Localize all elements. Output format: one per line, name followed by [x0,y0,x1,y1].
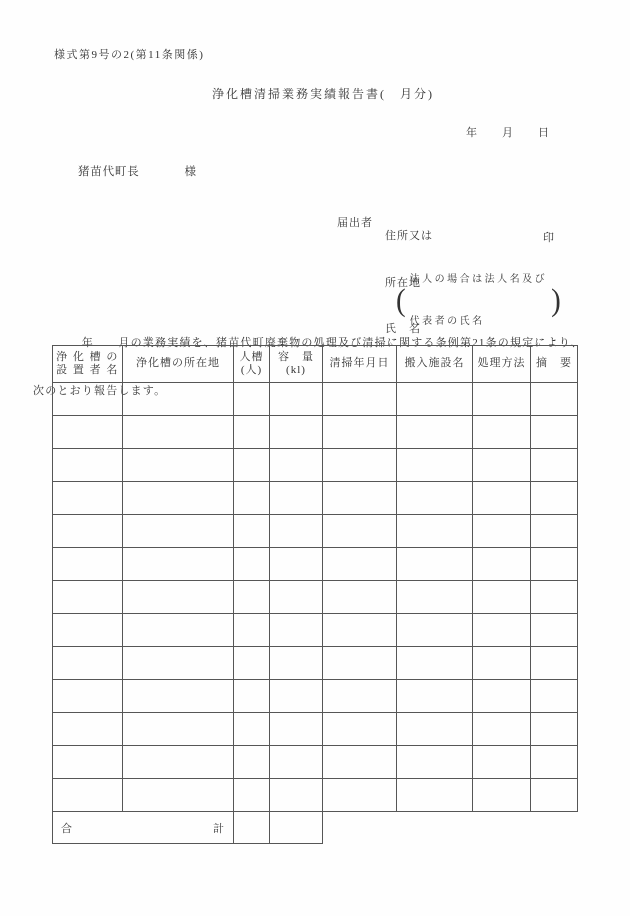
table-cell [234,713,270,746]
recipient-line [78,163,197,179]
table-cell [53,713,123,746]
table-cell [234,383,270,416]
table-cell [123,746,234,779]
header-cell-remarks [531,346,578,383]
table-row [53,581,578,614]
table-cell [53,515,123,548]
table-cell [397,383,473,416]
table-cell [270,647,323,680]
table-cell [397,515,473,548]
table-cell [531,614,578,647]
header-cell-tank-persons [234,346,270,383]
table-cell [123,614,234,647]
recipient-name: 猪苗代町長 [78,166,140,178]
table-cell [473,482,531,515]
header-label-line: 容 量 [278,350,314,363]
table-row [53,548,578,581]
table-cell [234,680,270,713]
paragraph-line-2: 次のとおり報告します。 [33,385,167,397]
table-row [53,647,578,680]
submitter-address-line-2: 所在地 [385,276,421,289]
table-cell [234,515,270,548]
table-cell [53,746,123,779]
table-cell [323,515,397,548]
table-cell [123,548,234,581]
submitter-name-label: 氏 名 [385,323,421,335]
table-cell [53,581,123,614]
total-capacity-cell [270,812,323,844]
header-label-line: 処理方法 [477,357,526,370]
table-cell [323,647,397,680]
table-cell [531,647,578,680]
table-row [53,449,578,482]
table-cell [270,416,323,449]
header-label-line: 浄化槽の所在地 [136,357,220,370]
table-cell [123,482,234,515]
table-cell [473,449,531,482]
table-cell [473,581,531,614]
table-cell [270,449,323,482]
table-cell [270,680,323,713]
table-cell [531,383,578,416]
table-row [53,482,578,515]
table-row [53,614,578,647]
table-cell [323,680,397,713]
total-label-left: 合 [61,822,73,835]
table-cell [397,482,473,515]
table-cell [270,383,323,416]
table-row [53,746,578,779]
paragraph-line-1: 年 月の業務実績を、猪苗代町廃棄物の処理及び清掃に関する条例第21条の規定により、 [33,337,584,349]
table-cell [53,647,123,680]
table-cell [270,746,323,779]
table-cell [234,614,270,647]
header-cell-cleaning-date [323,346,397,383]
table-cell [531,713,578,746]
table-cell [473,416,531,449]
table-cell [234,746,270,779]
header-cell-facility-name [397,346,473,383]
table-cell [270,515,323,548]
table-cell [270,581,323,614]
table-row [53,383,578,416]
table-cell [270,614,323,647]
table-cell [323,713,397,746]
corporate-note-line-1: 法人の場合は法人名及び [409,274,548,285]
form-title: 浄化槽清掃業務実績報告書( 月分) [212,87,434,101]
table-cell [531,416,578,449]
table-cell [234,548,270,581]
table-cell [323,548,397,581]
table-cell [123,581,234,614]
header-label-line: 摘 要 [536,357,572,370]
table-cell [473,746,531,779]
table-cell [323,746,397,779]
table-cell [123,779,234,812]
table-row [53,680,578,713]
table-cell [473,647,531,680]
table-cell [234,581,270,614]
table-cell [123,383,234,416]
table-cell [234,416,270,449]
table-cell [123,647,234,680]
table-cell [531,548,578,581]
table-body [53,383,578,812]
recipient-honorific: 様 [184,166,197,178]
total-row [53,812,578,844]
table-cell [123,449,234,482]
table-cell [234,449,270,482]
table-cell [323,416,397,449]
table-cell [53,449,123,482]
header-label-line: 清掃年月日 [329,357,390,370]
submitter-label: 届出者 [337,217,373,229]
table-cell [531,746,578,779]
header-label-line: 浄 化 槽 の [56,350,119,363]
table-cell [397,416,473,449]
table-cell [397,779,473,812]
table-phantom-area [323,812,578,844]
table-cell [323,449,397,482]
table-cell [473,614,531,647]
total-label-right: 計 [213,822,225,835]
table-row [53,515,578,548]
table-cell [473,779,531,812]
table-cell [397,581,473,614]
table-cell [531,482,578,515]
header-cell-capacity [270,346,323,383]
header-cell-installer-name [53,346,123,383]
table-cell [397,647,473,680]
table-cell [323,779,397,812]
table-row [53,779,578,812]
submitter-address-line-1: 住所又は [385,230,433,242]
table-cell [531,449,578,482]
right-paren: ) [551,283,561,318]
table-cell [123,713,234,746]
table-cell [123,680,234,713]
table-header-row [53,346,578,383]
table-cell [323,614,397,647]
seal-label: 印 [543,232,554,244]
table-cell [473,515,531,548]
header-label-line: 人槽 [239,350,264,363]
table-cell [397,713,473,746]
table-cell [234,482,270,515]
table-cell [234,647,270,680]
date-year-label: 年 [466,127,477,139]
corporate-note-line-2: 代表者の氏名 [409,316,485,327]
date-line [466,124,549,140]
table-cell [270,482,323,515]
table-cell [270,713,323,746]
table-cell [53,614,123,647]
table-cell [53,383,123,416]
table-cell [473,548,531,581]
left-paren: ( [396,283,406,318]
table-cell [53,482,123,515]
table-cell [270,779,323,812]
report-table [52,345,578,844]
table-cell [53,416,123,449]
table-cell [531,779,578,812]
table-cell [123,515,234,548]
header-label-line: (人) [240,364,263,376]
total-persons-cell [234,812,270,844]
table-cell [397,680,473,713]
header-label-line: 搬入施設名 [404,357,465,370]
table-cell [473,383,531,416]
table-cell [531,581,578,614]
table-cell [473,713,531,746]
header-label-line: 設 置 者 名 [56,364,119,376]
table-cell [53,680,123,713]
table-cell [397,548,473,581]
total-label-cell [53,812,234,844]
table-cell [473,680,531,713]
table-cell [323,581,397,614]
table-cell [53,548,123,581]
header-cell-location [123,346,234,383]
table-cell [53,779,123,812]
table-cell [323,482,397,515]
table-cell [270,548,323,581]
table-cell [234,779,270,812]
date-month-label: 月 [502,127,513,139]
header-cell-treatment-method [473,346,531,383]
date-day-label: 日 [538,127,549,139]
table-cell [397,614,473,647]
form-number: 様式第9号の2(第11条関係) [54,49,205,61]
table-row [53,416,578,449]
table-cell [531,680,578,713]
table-cell [531,515,578,548]
table-cell [397,449,473,482]
table-cell [397,746,473,779]
table-cell [323,383,397,416]
table-row [53,713,578,746]
table-cell [123,416,234,449]
header-label-line: (kl) [286,364,306,376]
